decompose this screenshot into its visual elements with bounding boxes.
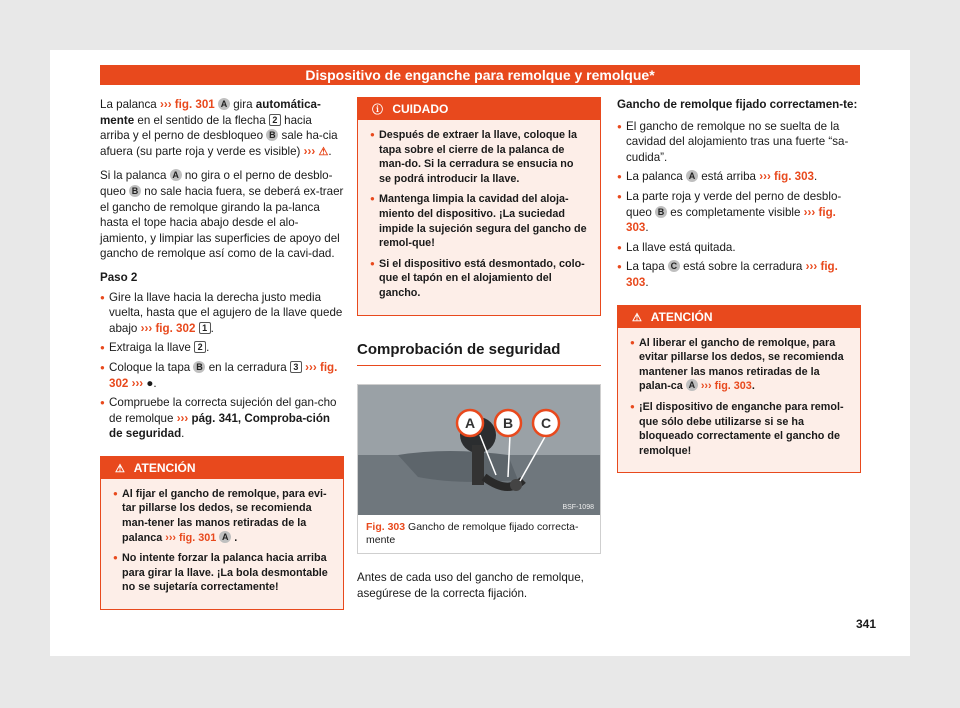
key-a: A — [218, 98, 230, 110]
fig-link[interactable]: fig. 303 — [774, 170, 814, 184]
list-item: ● La tapa C está sobre la cerradura ››› fig. 303. — [617, 259, 861, 290]
warning-icon: ⚠ — [318, 145, 329, 158]
image-code: BSF-1098 — [562, 504, 594, 512]
info-icon: ● — [146, 376, 154, 390]
warning-box-header: ⚠ ATENCIÓN — [618, 306, 860, 328]
list-item: ● Mantenga limpia la cavidad del aloja-miento del dispositivo. ¡La suciedad impide la sujeción segura del gancho de remol-que! — [370, 192, 588, 250]
column-middle — [357, 97, 601, 609]
key-b: B — [193, 361, 205, 373]
label-c: C — [540, 415, 552, 432]
fig-link[interactable]: fig. 303 — [714, 380, 752, 393]
figure-caption: Fig. 303 Gancho de remolque fijado correcta-mente — [366, 521, 579, 547]
key-2: 2 — [269, 114, 281, 126]
fig-link[interactable]: fig. 303 — [626, 260, 838, 289]
caution-box-header: ⓘ CUIDADO — [358, 98, 600, 120]
key-b: B — [655, 206, 667, 218]
tow-hook-illustration — [358, 385, 600, 515]
step-title: Paso 2 — [100, 270, 138, 284]
label-a: A — [464, 415, 476, 432]
paragraph: Antes de cada uso del gancho de remolque, asegúrese de la correcta fijación. — [357, 571, 584, 600]
list-item: ● No intente forzar la palanca hacia arriba para girar la llave. ¡La bola desmontable no se sujetaría correctamente! — [113, 551, 331, 595]
list-item: ● Gire la llave hacia la derecha justo media vuelta, hasta que el agujero de la llave quede abajo ››› fig. 302 1 . — [100, 290, 344, 337]
figure — [357, 384, 601, 554]
tow-hook-image — [358, 385, 600, 515]
key-a: A — [686, 170, 698, 182]
list-item: ● Si el dispositivo está desmontado, colo-que el tapón en el alojamiento del gancho. — [370, 257, 588, 301]
caution-box-body — [358, 120, 600, 315]
fig-link[interactable]: fig. 301 — [174, 98, 215, 111]
warning-box — [617, 305, 861, 474]
subheading: Gancho de remolque fijado correctamen-te: — [617, 98, 858, 111]
column-left — [100, 97, 344, 610]
info-circle-icon: ⓘ — [372, 104, 383, 116]
key-b: B — [266, 129, 278, 141]
paragraph-1: La palanca ››› fig. 301 A gira automática-mente en el sentido de la flecha 2 hacia arriba y el perno de desbloqueo B sale ha-cia afuera (su parte roja y verde es visible) ››› ⚠. — [100, 97, 344, 160]
fig-link[interactable]: fig. 301 — [179, 531, 217, 544]
page-title: Dispositivo de enganche para remolque y remolque* — [100, 65, 860, 85]
list-item: ● Al liberar el gancho de remolque, para evitar pillarse los dedos, se recomienda mantener las manos retiradas de la palan-ca A ››› fig. 303. — [630, 336, 848, 394]
key-c: C — [668, 260, 680, 272]
warning-box-header: ⚠ ATENCIÓN — [101, 457, 343, 479]
list-item: ● La palanca A está arriba ››› fig. 303. — [617, 169, 861, 185]
list-item: ● La llave está quitada. — [617, 240, 861, 256]
page-reference[interactable]: pág. 341, Comproba-ción de seguridad — [109, 411, 331, 441]
key-b: B — [129, 185, 141, 197]
list-item: ● Después de extraer la llave, coloque la tapa sobre el cierre de la palanca de man-do. Si la cerradura se ensucia no se podrá introducir la llave. — [370, 128, 588, 186]
list-item: ● El gancho de remolque no se suelta de la cavidad del alojamiento tras una fuerte “sa-cudida”. — [617, 119, 861, 166]
warning-box-body — [618, 328, 860, 473]
list-item: ● Al fijar el gancho de remolque, para evi-tar pillarse los dedos, se recomienda man-tener las manos retiradas de la palanca ››› fig. 301 A . — [113, 487, 331, 545]
label-b: B — [502, 415, 514, 432]
paragraph-2: Si la palanca A no gira o el perno de desblo-queo B no sale hacia fuera, se deberá ex-traer el gancho de remolque girando la pa-lanca hasta el tope hacia abajo desde el alo-jamiento, y limpiar las superficies de apoyo del gancho de remolque así como de la cavi-dad. — [100, 169, 344, 261]
fig-link[interactable]: fig. 302 — [155, 321, 196, 335]
list-item: ● Coloque la tapa B en la cerradura 3 ››› fig. 302 ››› ●. — [100, 360, 344, 391]
key-a: A — [686, 379, 698, 391]
warning-box — [100, 456, 344, 610]
section-title: Comprobación de seguridad — [357, 342, 601, 367]
fig-link[interactable]: fig. 303 — [626, 205, 836, 235]
key-1: 1 — [199, 322, 211, 334]
column-right — [617, 97, 861, 473]
caution-box — [357, 97, 601, 316]
list-item: ● Extraiga la llave 2 . — [100, 340, 344, 356]
warning-icon: ⚠ — [115, 462, 125, 475]
warning-icon: ⚠ — [632, 311, 642, 324]
warning-box-body — [101, 479, 343, 609]
list-item: ● ¡El dispositivo de enganche para remol-que sólo debe utilizarse si se ha bloqueado correctamente el gancho de remolque! — [630, 400, 848, 458]
page-number: 341 — [856, 617, 877, 631]
list-item: ● Compruebe la correcta sujeción del gan-cho de remolque ››› pág. 341, Comproba-ción de seguridad. — [100, 395, 344, 442]
key-2: 2 — [194, 341, 206, 353]
key-a: A — [170, 169, 182, 181]
fig-link[interactable]: fig. 302 — [109, 360, 338, 390]
key-a: A — [219, 531, 231, 543]
key-3: 3 — [290, 361, 302, 373]
figure-number: Fig. 303 — [366, 521, 406, 534]
list-item: ● La parte roja y verde del perno de desblo-queo B es completamente visible ››› fig. 303. — [617, 189, 861, 236]
